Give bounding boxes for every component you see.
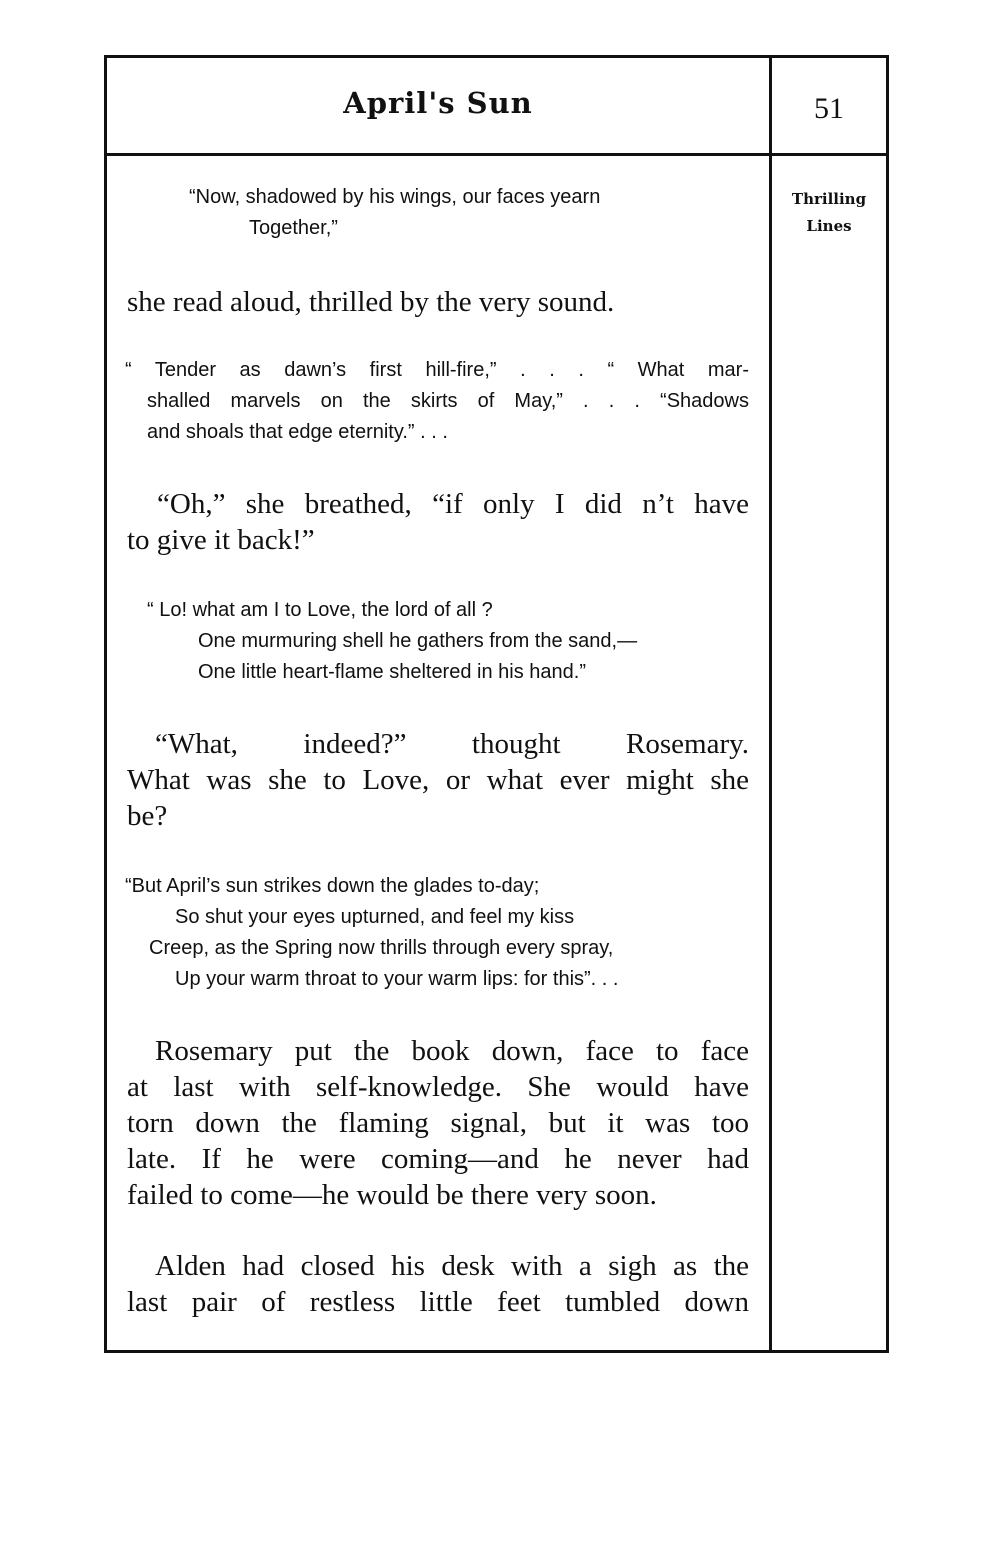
text-line: last pair of restless little feet tumbled down — [127, 1286, 749, 1318]
page-frame — [104, 55, 889, 1353]
verse-line: “ Tender as dawn’s first hill-fire,” . . . “ What mar- — [125, 359, 749, 381]
verse-line: Up your warm throat to your warm lips: for this”. . . — [175, 968, 619, 990]
margin-note-line: Lines — [806, 217, 852, 235]
verse-quote-1 — [189, 182, 600, 244]
verse-line: “But April’s sun strikes down the glades to-day; — [125, 875, 540, 897]
verse-quote-4 — [125, 871, 618, 995]
page-number: 51 — [814, 92, 844, 125]
verse-quote-3 — [147, 595, 637, 688]
text-line: Alden had closed his desk with a sigh as the — [155, 1250, 749, 1282]
text-line: she read aloud, thrilled by the very sound. — [127, 286, 615, 318]
verse-line: “ Lo! what am I to Love, the lord of all ? — [147, 599, 493, 621]
paragraph-2 — [127, 486, 749, 558]
verse-line: shalled marvels on the skirts of May,” . . . “Shadows — [147, 390, 749, 412]
paragraph-5 — [127, 1248, 749, 1320]
text-line: late. If he were coming—and he never had — [127, 1143, 749, 1175]
running-head: April's Sun — [343, 86, 533, 120]
verse-line: “Now, shadowed by his wings, our faces yearn — [189, 186, 601, 208]
margin-note — [772, 186, 886, 240]
verse-line: One murmuring shell he gathers from the sand,— — [198, 630, 638, 652]
verse-line: So shut your eyes upturned, and feel my kiss — [175, 906, 575, 928]
verse-line: and shoals that edge eternity.” . . . — [147, 421, 448, 443]
text-line: “Oh,” she breathed, “if only I did n’t have — [157, 488, 749, 520]
text-line: “What, indeed?” thought Rosemary. — [155, 728, 749, 760]
text-line: Rosemary put the book down, face to face — [155, 1035, 749, 1067]
text-line: failed to come—he would be there very soon. — [127, 1179, 657, 1211]
margin-rule — [769, 58, 772, 1350]
text-line: What was she to Love, or what ever might she — [127, 764, 749, 796]
text-line: be? — [127, 800, 168, 832]
text-line: torn down the flaming signal, but it was too — [127, 1107, 749, 1139]
text-line: to give it back!” — [127, 524, 315, 556]
margin-note-line: Thrilling — [791, 190, 867, 208]
verse-quote-2 — [125, 355, 749, 448]
text-line: at last with self-knowledge. She would have — [127, 1071, 749, 1103]
verse-line: Creep, as the Spring now thrills through every spray, — [149, 937, 614, 959]
paragraph-4 — [127, 1033, 749, 1213]
verse-line: One little heart-flame sheltered in his hand.” — [198, 661, 586, 683]
paragraph-3 — [127, 726, 749, 834]
verse-line: Together,” — [249, 217, 338, 239]
paragraph-1 — [127, 284, 749, 320]
